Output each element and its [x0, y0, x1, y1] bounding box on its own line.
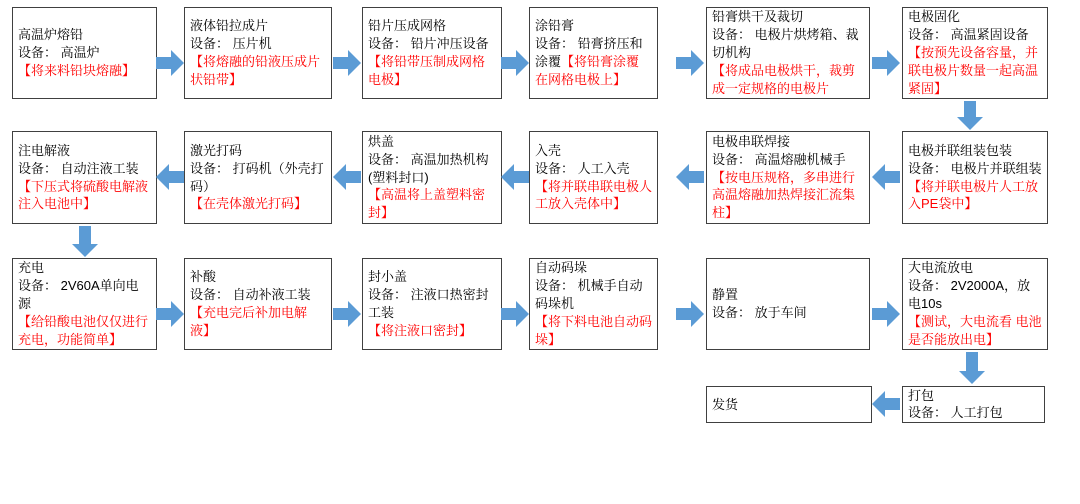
step-note: 【按预先设备容量，并联电极片数量一起高温紧固】	[908, 45, 1039, 96]
step-equipment: 设备： 高温炉	[18, 45, 100, 61]
step-equipment: 设备： 铅膏挤压和涂覆	[535, 36, 643, 69]
flow-box-lid-heat-sealing	[362, 131, 502, 224]
step-note: 【充电完后补加电解液】	[190, 305, 308, 338]
step-title: 电极固化	[908, 9, 961, 25]
step-note: 【将熔融的铅液压成片状铅带】	[190, 54, 321, 87]
flow-box-shipping	[706, 386, 872, 423]
step-note: 【在壳体激光打码】	[190, 196, 308, 212]
arrow-right-icon	[156, 301, 184, 327]
flow-box-drying-cutting	[706, 7, 870, 99]
flow-box-packing	[902, 386, 1045, 423]
arrow-left-icon	[501, 164, 529, 190]
arrow-right-icon	[333, 50, 361, 76]
step-note: 【将并联电极片人工放入PE袋中】	[908, 178, 1039, 212]
arrow-left-icon	[676, 164, 704, 190]
step-title: 封小盖	[368, 269, 408, 285]
step-title: 静置	[712, 287, 739, 303]
arrow-right-icon	[872, 50, 900, 76]
step-note: 【将下料电池自动码垛】	[535, 313, 653, 347]
step-title: 涂铅膏	[535, 18, 575, 34]
arrow-right-icon	[676, 50, 704, 76]
arrow-left-icon	[872, 391, 900, 417]
flow-box-electrode-curing	[902, 7, 1048, 99]
arrow-right-icon	[156, 50, 184, 76]
step-equipment: 设备： 高温紧固设备	[908, 27, 1029, 43]
step-equipment: 设备： 2V2000A，放电10s	[908, 278, 1031, 312]
step-equipment: 设备： 自动补液工装	[190, 287, 311, 303]
step-title: 高温炉熔铅	[18, 27, 84, 43]
step-equipment: 设备： 自动注液工装	[18, 160, 139, 176]
step-note: 【将铅带压制成网格电极】	[368, 54, 486, 87]
arrow-right-icon	[333, 301, 361, 327]
flow-box-resting	[706, 258, 870, 350]
step-title: 电极串联焊接	[712, 133, 791, 149]
flow-box-auto-stacking	[529, 258, 658, 350]
step-title: 补酸	[190, 269, 217, 285]
flow-box-high-current-discharge	[902, 258, 1048, 350]
flow-box-parallel-assembly-packing	[902, 131, 1048, 224]
step-equipment: 设备： 高温熔融机械手	[712, 151, 846, 167]
flow-box-series-welding	[706, 131, 870, 224]
flow-box-paste-coating	[529, 7, 658, 99]
step-equipment: 设备： 压片机	[190, 36, 272, 52]
arrow-right-icon	[501, 50, 529, 76]
arrow-down-icon	[959, 352, 985, 384]
flow-box-lead-sheet	[184, 7, 332, 99]
step-title: 自动码垛	[535, 260, 588, 276]
step-title: 激光打码	[190, 142, 243, 158]
step-note: 【高温将上盖塑料密封】	[368, 187, 486, 221]
flow-box-charging	[12, 258, 157, 350]
step-note: 【测试，大电流看 电池是否能放出电】	[908, 313, 1042, 347]
step-equipment: 设备： 电极片烘烤箱、裁切机构	[712, 27, 859, 61]
arrow-left-icon	[872, 164, 900, 190]
step-equipment: 设备： 打码机（外壳打码）	[190, 160, 324, 194]
flow-box-acid-refill	[184, 258, 332, 350]
step-title: 铅膏烘干及裁切	[712, 9, 804, 25]
step-title: 打包	[908, 388, 935, 404]
step-note: 【将来料铅块熔融】	[18, 62, 136, 78]
step-note: 【下压式将硫酸电解液注入电池中】	[18, 178, 149, 212]
flow-box-casing	[529, 131, 658, 224]
step-equipment: 设备： 人工入壳	[535, 160, 630, 176]
arrow-right-icon	[676, 301, 704, 327]
arrow-left-icon	[156, 164, 184, 190]
step-equipment: 设备： 铅片冲压设备	[368, 36, 489, 52]
step-note: 【按电压规格，多串进行高温熔融加热焊接汇流集柱】	[712, 169, 856, 221]
step-title: 烘盖	[368, 133, 395, 149]
arrow-right-icon	[872, 301, 900, 327]
arrow-down-icon	[957, 101, 983, 130]
arrow-left-icon	[333, 164, 361, 190]
flow-box-small-cap-sealing	[362, 258, 502, 350]
step-title: 入壳	[535, 142, 562, 158]
step-equipment: 设备： 放于车间	[712, 305, 807, 320]
step-equipment: 设备： 2V60A单向电源	[18, 278, 139, 312]
step-note: 【给铅酸电池仅仅进行充电，功能简单】	[18, 313, 149, 347]
step-title: 电极并联组装包装	[908, 142, 1013, 158]
step-equipment: 设备： 注液口热密封工装	[368, 287, 489, 320]
step-title: 大电流放电	[908, 260, 974, 276]
step-note: 【将注液口密封】	[368, 322, 473, 338]
step-equipment: 设备： 高温加热机构(塑料封口)	[368, 151, 489, 185]
step-note: 【将成品电极烘干，裁剪成一定规格的电极片	[712, 62, 856, 96]
step-equipment: 设备： 电极片并联组装	[908, 160, 1042, 176]
arrow-right-icon	[501, 301, 529, 327]
step-title: 充电	[18, 260, 45, 276]
step-note: 【将并联串联电极人工放入壳体中】	[535, 178, 653, 212]
flow-box-electrolyte-filling	[12, 131, 157, 224]
step-equipment: 设备： 人工打包	[908, 404, 1003, 420]
step-note: 【将铅膏涂覆在网格电极上】	[535, 54, 640, 87]
step-title: 发货	[712, 396, 739, 412]
step-title: 铅片压成网格	[368, 18, 447, 34]
step-equipment: 设备： 机械手自动码垛机	[535, 278, 643, 312]
step-title: 液体铅拉成片	[190, 18, 269, 34]
arrow-down-icon	[72, 226, 98, 257]
flow-box-laser-coding	[184, 131, 332, 224]
flow-box-grid-stamping	[362, 7, 502, 99]
flow-box-lead-melting	[12, 7, 157, 99]
step-title: 注电解液	[18, 142, 71, 158]
